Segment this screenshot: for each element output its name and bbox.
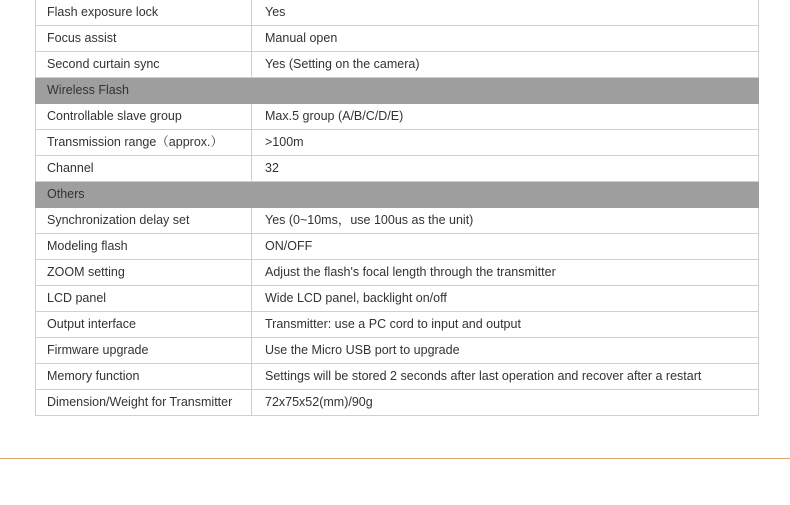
spec-value: >100m — [252, 130, 759, 156]
spec-row-zoom-setting — [36, 260, 759, 286]
spec-row-focus-assist — [36, 26, 759, 52]
spec-label: Flash exposure lock — [36, 0, 252, 26]
spec-label: Transmission range（approx.） — [36, 130, 252, 156]
spec-label: Channel — [36, 156, 252, 182]
spec-row-flash-exposure-lock — [36, 0, 759, 26]
spec-row-dimension-weight — [36, 390, 759, 416]
spec-value: Max.5 group (A/B/C/D/E) — [252, 104, 759, 130]
spec-value: 32 — [252, 156, 759, 182]
spec-value: Manual open — [252, 26, 759, 52]
spec-label: LCD panel — [36, 286, 252, 312]
spec-label: Output interface — [36, 312, 252, 338]
spec-value: Settings will be stored 2 seconds after last operation and recover after a restart — [252, 364, 759, 390]
spec-label: Memory function — [36, 364, 252, 390]
spec-row-firmware-upgrade — [36, 338, 759, 364]
spec-label: Firmware upgrade — [36, 338, 252, 364]
spec-table-body — [36, 0, 759, 416]
spec-row-synchronization-delay-set — [36, 208, 759, 234]
spec-row-channel — [36, 156, 759, 182]
spec-row-controllable-slave-group — [36, 104, 759, 130]
spec-label: Focus assist — [36, 26, 252, 52]
footer-divider — [0, 458, 790, 459]
spec-table — [35, 0, 759, 416]
spec-value: Yes (Setting on the camera) — [252, 52, 759, 78]
spec-value: Use the Micro USB port to upgrade — [252, 338, 759, 364]
spec-label: Synchronization delay set — [36, 208, 252, 234]
section-title: Wireless Flash — [36, 78, 759, 104]
spec-value: Wide LCD panel, backlight on/off — [252, 286, 759, 312]
spec-row-second-curtain-sync — [36, 52, 759, 78]
spec-label: Controllable slave group — [36, 104, 252, 130]
spec-label: Dimension/Weight for Transmitter — [36, 390, 252, 416]
spec-label: Modeling flash — [36, 234, 252, 260]
spec-value: Yes (0~10ms，use 100us as the unit) — [252, 208, 759, 234]
section-header-wireless-flash — [36, 78, 759, 104]
spec-label: ZOOM setting — [36, 260, 252, 286]
spec-value: Adjust the flash's focal length through the transmitter — [252, 260, 759, 286]
spec-row-output-interface — [36, 312, 759, 338]
section-header-others — [36, 182, 759, 208]
spec-value: 72x75x52(mm)/90g — [252, 390, 759, 416]
spec-row-lcd-panel — [36, 286, 759, 312]
spec-row-transmission-range — [36, 130, 759, 156]
spec-row-modeling-flash — [36, 234, 759, 260]
spec-value: Yes — [252, 0, 759, 26]
spec-value: Transmitter: use a PC cord to input and output — [252, 312, 759, 338]
spec-row-memory-function — [36, 364, 759, 390]
section-title: Others — [36, 182, 759, 208]
spec-label: Second curtain sync — [36, 52, 252, 78]
spec-value: ON/OFF — [252, 234, 759, 260]
